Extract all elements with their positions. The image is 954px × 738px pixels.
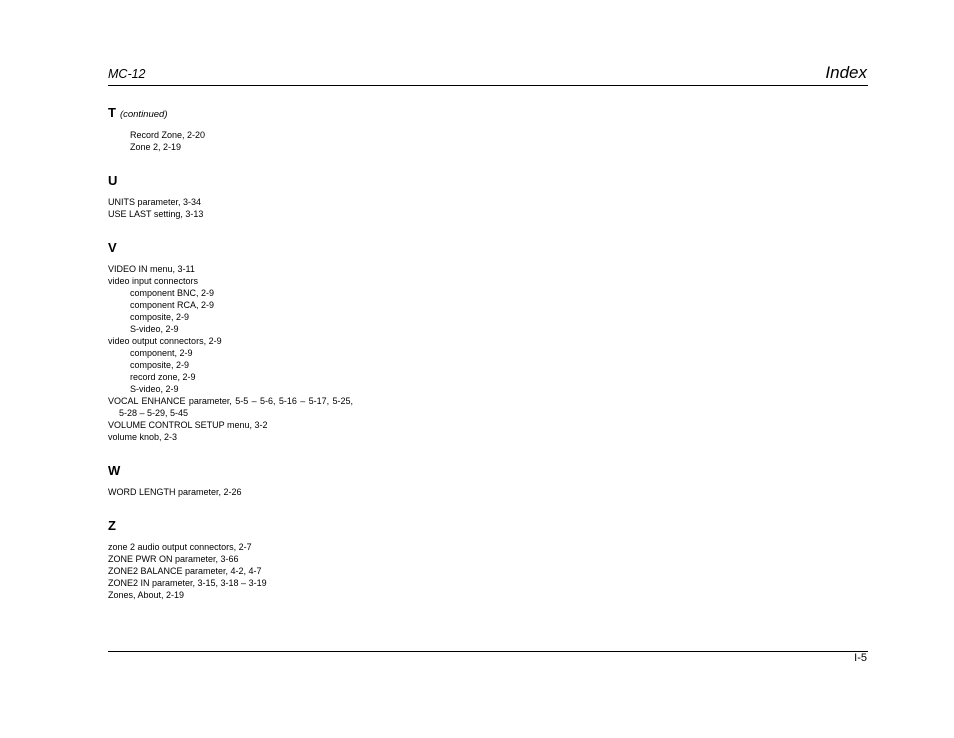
index-section-v [108,240,353,443]
index-subentry: component BNC, 2-9 [130,288,215,298]
index-section-u [108,173,353,220]
index-subentry: Record Zone, 2-20 [130,130,206,140]
index-subentry: composite, 2-9 [130,360,190,370]
index-subentry: S-video, 2-9 [130,324,179,334]
index-entry: VIDEO IN menu, 3-11 [108,264,195,274]
index-entry: UNITS parameter, 3-34 [108,197,202,207]
index-entry: ZONE PWR ON parameter, 3-66 [108,554,239,564]
header-rule [108,85,868,86]
section-heading [108,105,353,121]
index-subentry: Zone 2, 2-19 [130,142,182,152]
section-letter: T [108,105,116,120]
index-subentry: record zone, 2-9 [130,372,196,382]
index-entry: video input connectors [108,276,199,286]
section-letter: W [108,463,121,478]
index-entry: Zones, About, 2-19 [108,590,185,600]
index-entry: VOLUME CONTROL SETUP menu, 3-2 [108,420,268,430]
index-entry: zone 2 audio output connectors, 2-7 [108,542,252,552]
index-content [108,105,353,601]
index-section-t [108,105,353,153]
index-section-w [108,463,353,498]
section-letter: V [108,240,117,255]
index-entry: volume knob, 2-3 [108,432,178,442]
index-entry: video output connectors, 2-9 [108,336,222,346]
footer-rule [108,651,868,652]
index-subentry: composite, 2-9 [130,312,190,322]
index-entry: USE LAST setting, 3-13 [108,209,204,219]
section-letter: U [108,173,118,188]
index-section-z [108,518,353,601]
page-header-left: MC-12 [108,67,146,81]
index-entry: WORD LENGTH parameter, 2-26 [108,487,242,497]
index-entry: ZONE2 BALANCE parameter, 4-2, 4-7 [108,566,262,576]
index-subentry: S-video, 2-9 [130,384,179,394]
index-entry: ZONE2 IN parameter, 3-15, 3-18 – 3-19 [108,578,267,588]
page-number: I-5 [854,652,867,664]
page-header-right: Index [825,63,867,82]
index-entry: VOCAL ENHANCE parameter, 5-5 – 5-6, 5-16 – 5-17, 5-25, 5-28 – 5-29, 5-45 [108,396,353,418]
index-subentry: component RCA, 2-9 [130,300,215,310]
index-subentry: component, 2-9 [130,348,193,358]
section-letter: Z [108,518,116,533]
continued-note: (continued) [119,109,168,120]
